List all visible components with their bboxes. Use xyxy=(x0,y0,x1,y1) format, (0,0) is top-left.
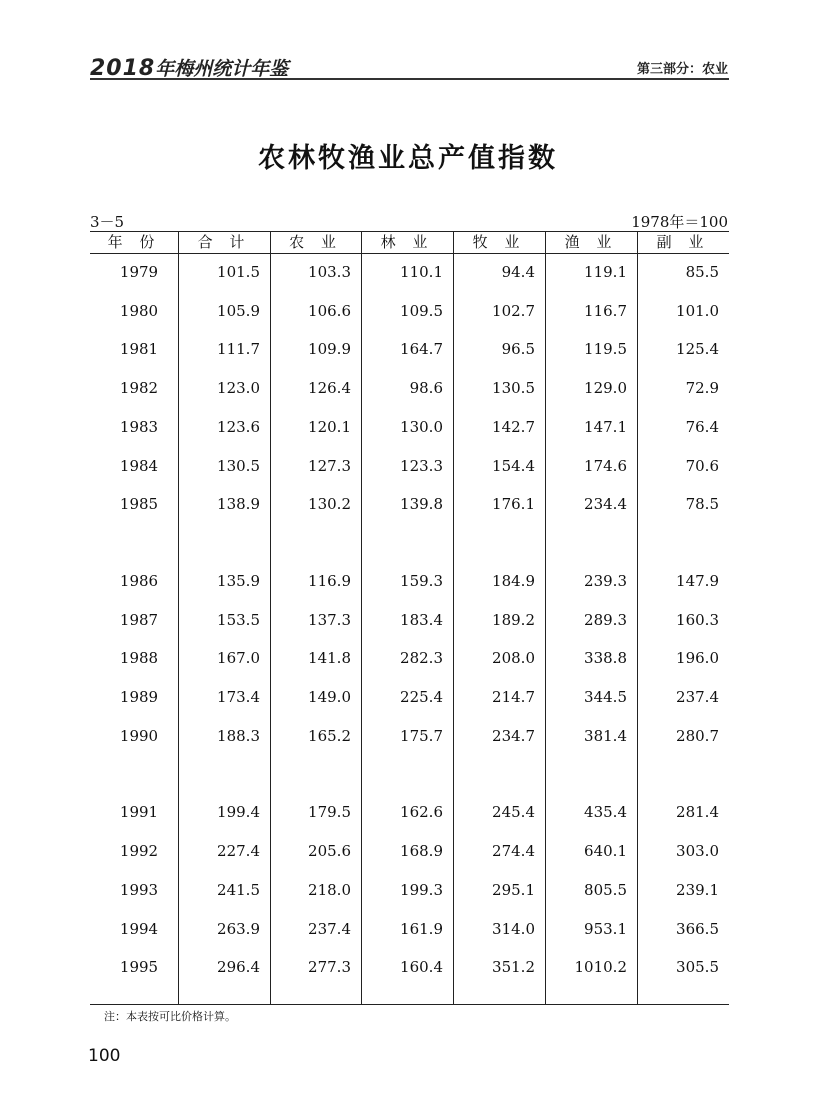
cell-sideline: 303.0 xyxy=(676,842,719,861)
page-title: 农林牧渔业总产值指数 xyxy=(258,143,558,174)
cell-forestry: 199.3 xyxy=(400,880,443,899)
cell-forestry: 168.9 xyxy=(400,842,443,861)
cell-sideline: 85.5 xyxy=(685,263,719,281)
cell-year: 1989 xyxy=(119,688,159,706)
cell-forestry: 160.4 xyxy=(400,958,443,977)
cell-forestry: 164.7 xyxy=(400,340,443,359)
cell-fishery: 119.5 xyxy=(584,340,627,359)
cell-forestry: 110.1 xyxy=(400,263,443,281)
cell-total: 296.4 xyxy=(217,958,260,977)
running-header-title xyxy=(90,54,288,81)
cell-forestry: 225.4 xyxy=(400,688,443,706)
cell-fishery: 381.4 xyxy=(584,726,627,745)
cell-animal-husbandry: 154.4 xyxy=(492,456,535,475)
cell-year: 1986 xyxy=(119,571,159,590)
cell-animal-husbandry: 214.7 xyxy=(492,688,535,706)
cell-year: 1985 xyxy=(119,495,159,514)
cell-total: 105.9 xyxy=(217,301,260,320)
cell-sideline: 72.9 xyxy=(685,379,719,398)
cell-agriculture: 109.9 xyxy=(308,340,351,359)
page-number: 100 xyxy=(88,1046,121,1066)
table-row xyxy=(90,494,729,514)
cell-agriculture: 165.2 xyxy=(308,726,351,745)
cell-animal-husbandry: 176.1 xyxy=(492,495,535,514)
column-header-animal-husbandry: 牧 业 xyxy=(472,233,526,251)
cell-agriculture: 137.3 xyxy=(308,610,351,629)
cell-sideline: 101.0 xyxy=(676,301,719,320)
cell-total: 135.9 xyxy=(217,571,260,590)
cell-sideline: 366.5 xyxy=(676,919,719,938)
cell-fishery: 174.6 xyxy=(584,456,627,475)
cell-fishery: 147.1 xyxy=(584,417,627,436)
cell-agriculture: 179.5 xyxy=(308,803,351,822)
cell-forestry: 159.3 xyxy=(400,571,443,590)
cell-animal-husbandry: 208.0 xyxy=(492,649,535,668)
cell-forestry: 161.9 xyxy=(400,919,443,938)
table-row xyxy=(90,957,729,977)
cell-sideline: 160.3 xyxy=(676,610,719,629)
cell-agriculture: 106.6 xyxy=(308,301,351,320)
cell-sideline: 78.5 xyxy=(685,495,719,514)
cell-agriculture: 126.4 xyxy=(308,379,351,398)
cell-fishery: 129.0 xyxy=(584,379,627,398)
cell-animal-husbandry: 274.4 xyxy=(492,842,535,861)
table-row xyxy=(90,919,729,939)
cell-animal-husbandry: 245.4 xyxy=(492,803,535,822)
cell-forestry: 130.0 xyxy=(400,417,443,436)
column-header-agriculture: 农 业 xyxy=(289,233,342,251)
table-row xyxy=(90,726,729,746)
cell-sideline: 125.4 xyxy=(676,340,719,359)
cell-year: 1983 xyxy=(119,417,159,436)
cell-sideline: 76.4 xyxy=(685,417,719,436)
running-header-section: 第三部分：农业 xyxy=(636,62,728,77)
cell-agriculture: 237.4 xyxy=(308,919,351,938)
cell-sideline: 70.6 xyxy=(685,456,719,475)
cell-fishery: 1010.2 xyxy=(574,958,627,977)
cell-year: 1990 xyxy=(119,726,159,745)
cell-year: 1988 xyxy=(119,649,159,668)
column-header-total: 合 计 xyxy=(197,233,251,251)
cell-year: 1992 xyxy=(119,842,159,861)
cell-animal-husbandry: 102.7 xyxy=(492,301,535,320)
cell-fishery: 344.5 xyxy=(584,688,627,706)
cell-animal-husbandry: 94.4 xyxy=(501,263,535,281)
table-row xyxy=(90,802,729,822)
cell-year: 1979 xyxy=(119,263,159,281)
cell-forestry: 123.3 xyxy=(400,456,443,475)
cell-fishery: 289.3 xyxy=(584,610,627,629)
table-row xyxy=(90,262,729,282)
footnote: 注：本表按可比价格计算。 xyxy=(104,1010,236,1023)
column-header-year: 年 份 xyxy=(107,233,161,251)
cell-year: 1993 xyxy=(119,880,159,899)
base-year-note: 1978年＝100 xyxy=(631,213,728,231)
cell-agriculture: 277.3 xyxy=(308,958,351,977)
cell-animal-husbandry: 234.7 xyxy=(492,726,535,745)
cell-total: 173.4 xyxy=(217,688,260,706)
table-row xyxy=(90,378,729,398)
cell-animal-husbandry: 351.2 xyxy=(492,958,535,977)
cell-agriculture: 116.9 xyxy=(308,571,351,590)
cell-fishery: 435.4 xyxy=(584,803,627,822)
cell-forestry: 98.6 xyxy=(409,379,443,398)
cell-sideline: 305.5 xyxy=(676,958,719,977)
cell-fishery: 640.1 xyxy=(584,842,627,861)
table-row xyxy=(90,880,729,900)
cell-fishery: 119.1 xyxy=(584,263,627,281)
cell-total: 241.5 xyxy=(217,880,260,899)
cell-forestry: 139.8 xyxy=(400,495,443,514)
cell-year: 1984 xyxy=(119,456,159,475)
column-header-fishery: 渔 业 xyxy=(564,233,618,251)
cell-fishery: 953.1 xyxy=(584,919,627,938)
table-code: 3－5 xyxy=(90,213,125,231)
table-row xyxy=(90,571,729,591)
cell-total: 188.3 xyxy=(217,726,260,745)
cell-animal-husbandry: 189.2 xyxy=(492,610,535,629)
table-row xyxy=(90,610,729,630)
column-header-sideline: 副 业 xyxy=(656,233,710,251)
cell-year: 1982 xyxy=(119,379,159,398)
cell-agriculture: 130.2 xyxy=(308,495,351,514)
table-row xyxy=(90,687,729,707)
cell-year: 1991 xyxy=(119,803,159,822)
cell-total: 130.5 xyxy=(217,456,260,475)
index-table xyxy=(90,231,729,1005)
cell-sideline: 147.9 xyxy=(676,571,719,590)
cell-agriculture: 103.3 xyxy=(308,263,351,281)
cell-total: 123.6 xyxy=(217,417,260,436)
cell-animal-husbandry: 295.1 xyxy=(492,880,535,899)
cell-animal-husbandry: 184.9 xyxy=(492,571,535,590)
cell-year: 1987 xyxy=(119,610,159,629)
yearbook-name: 年梅州统计年鉴 xyxy=(155,58,289,80)
cell-forestry: 183.4 xyxy=(400,610,443,629)
cell-total: 199.4 xyxy=(217,803,260,822)
cell-total: 123.0 xyxy=(217,379,260,398)
cell-sideline: 196.0 xyxy=(676,649,719,668)
cell-forestry: 109.5 xyxy=(400,301,443,320)
cell-sideline: 237.4 xyxy=(676,688,719,706)
cell-agriculture: 205.6 xyxy=(308,842,351,861)
cell-total: 263.9 xyxy=(217,919,260,938)
cell-animal-husbandry: 130.5 xyxy=(492,379,535,398)
table-row xyxy=(90,841,729,861)
cell-fishery: 239.3 xyxy=(584,571,627,590)
cell-agriculture: 149.0 xyxy=(308,688,351,706)
cell-animal-husbandry: 314.0 xyxy=(492,919,535,938)
cell-forestry: 162.6 xyxy=(400,803,443,822)
table-row xyxy=(90,301,729,321)
cell-fishery: 805.5 xyxy=(584,880,627,899)
table-header-rule xyxy=(90,253,729,254)
yearbook-year: 2018 xyxy=(90,56,156,81)
cell-fishery: 116.7 xyxy=(584,301,627,320)
cell-sideline: 281.4 xyxy=(676,803,719,822)
cell-total: 111.7 xyxy=(217,340,260,359)
cell-animal-husbandry: 142.7 xyxy=(492,417,535,436)
cell-total: 138.9 xyxy=(217,495,260,514)
cell-forestry: 282.3 xyxy=(400,649,443,668)
cell-total: 153.5 xyxy=(217,610,260,629)
cell-fishery: 338.8 xyxy=(584,649,627,668)
cell-agriculture: 120.1 xyxy=(308,417,351,436)
column-header-forestry: 林 业 xyxy=(380,233,434,251)
table-row xyxy=(90,417,729,437)
cell-agriculture: 218.0 xyxy=(308,880,351,899)
table-row xyxy=(90,456,729,476)
cell-forestry: 175.7 xyxy=(400,726,443,745)
table-row xyxy=(90,339,729,359)
table-bottom-rule xyxy=(90,1004,729,1005)
table-row xyxy=(90,648,729,668)
cell-sideline: 239.1 xyxy=(676,880,719,899)
cell-total: 167.0 xyxy=(217,649,260,668)
cell-animal-husbandry: 96.5 xyxy=(501,340,535,359)
cell-sideline: 280.7 xyxy=(676,726,719,745)
header-rule xyxy=(90,78,729,80)
cell-total: 227.4 xyxy=(217,842,260,861)
cell-agriculture: 127.3 xyxy=(308,456,351,475)
cell-fishery: 234.4 xyxy=(584,495,627,514)
cell-agriculture: 141.8 xyxy=(308,649,351,668)
cell-total: 101.5 xyxy=(217,263,260,281)
cell-year: 1981 xyxy=(119,340,159,359)
cell-year: 1995 xyxy=(119,958,159,977)
cell-year: 1980 xyxy=(119,301,159,320)
cell-year: 1994 xyxy=(119,919,159,938)
